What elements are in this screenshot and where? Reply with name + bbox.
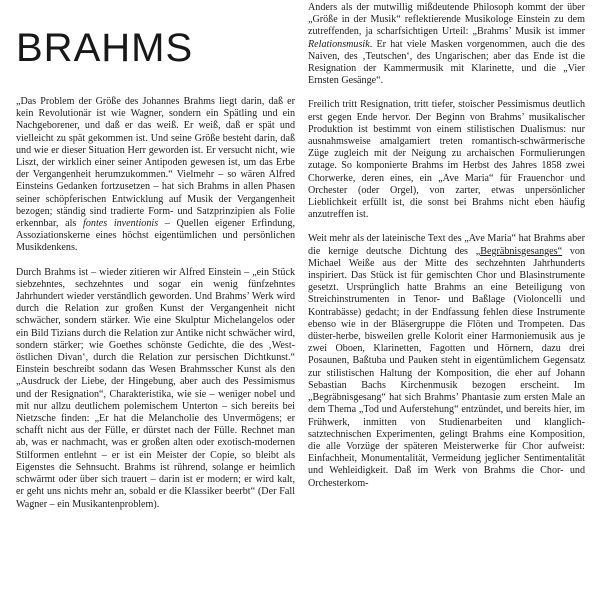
left-column — [16, 0, 295, 511]
paragraph-text: Anders als der mutwillig mißdeutende Philosoph kommt der über „Größe in der Musik“ reflektierende Musikologe Einstein zu dem zutreffenden, ja scharfsichtigen Urteil: „Brahms’ Musik ist immer — [308, 2, 585, 38]
paragraph-einstein-nietzsche: Durch Brahms ist – wieder zitieren wir Alfred Einstein – „ein Stück siebzehntes, sechzehntes und sogar ein wenig fünfzehntes Jahrhundert wieder verständlich geworden. Und Brahms’ Werk wird durch die Relation zur großen Kunst der Vergangenheit nicht schwächer, sondern stärker. Wie eine Skulptur Michelangelos oder ein Bild Tizians durch die Relation zur Antike nicht schwächer wird, sondern stärker; wie Goethes schönste Gedichte, die des ‚West-östlichen Divan‘, durch die Relation zur persischen Dichtkunst.“ Einstein beschreibt sodann das Wesen Brahmsscher Kunst als den „Ausdruck der Liebe, der Hingebung, aber auch des Pessimismus und der Resignation“, Charakteristika, wie sie – weniger nobel und mit nur allzu deutlichem polemischem Unterton – sich bereits bei Nietzsche finden: „Er hat die Melancholie des Unvermögens; er schafft nicht aus der Fülle, er dürstet nach der Fülle. Rechnet man ab, was er nachmacht, was er großen alten oder exotisch-modernen Stilformen entlehnt – er ist ein Meister der Copie, so bleibt als Eigenstes die Sehnsucht. Brahms ist rührend, solange er heimlich schwärmt oder über sich trauert – darin ist er modern; er wird kalt, er geht uns nichts mehr an, sobald er die Klassiker beerbt“ (Der Fall Wagner – ein Musikantenproblem). — [16, 266, 295, 510]
paragraph-text: von Michael Weiße aus der Mitte des sechzehnten Jahrhunderts inspiriert. Das Stück ist für gemischten Chor und Blasinstrumente gesetzt. Ursprünglich hatte Brahms an eine Beteiligung von Streichinstrumenten in Tenor- und Baßlage (Violoncelli und Kontrabässe) gedacht; in der Endfassung fehlen diese Instrumente ebenso wie in der Bläsergruppe die Flöten und Trompeten. Das düster-herbe, bisweilen grelle Kolorit einer Harmoniemusik aus je zwei Oboen, Klarinetten, Fagotten und Hörnern, dazu drei Posaunen, Baßtuba und Pauken steht in eigentümlichem Gegensatz zur stilistischen Haltung der Komposition, die eher auf Johann Sebastian Bachs Kirchenmusik bezogen erscheint. Im „Begräbnisgesang“ hat sich Brahms’ Phantasie zum ersten Male an dem Thema „Tod und Auferstehung“ entzündet, und bereits hier, im Frühwerk, inmitten von Studienarbeiten und klanglich-satztechnischen Experimenten, gelingt Brahms eine Komposition, die alle Vorzüge der späteren Meisterwerke für Chor aufweist: Einfachheit, Monumentalität, Vermeidung jeglicher Sentimentalität und Wehleidigkeit. Daß im Werk von Brahms die Chor- und Orchesterkom- — [308, 245, 585, 489]
underlined-title: „Begräbnisgesanges“ — [475, 245, 563, 257]
paragraph-text: . Er hat viele Masken vorgenommen, auch die des Naiven, des ‚Teutschen‘, des Ungarischen; aber das Ende ist die Resignation der Kammermusik mit Klarinette, und die „Vier Ernsten Gesänge“. — [308, 38, 585, 87]
italic-term: Relationsmusik — [308, 38, 370, 50]
italic-term: fontes inventionis — [83, 218, 159, 230]
paragraph-text: – Quellen eigener Erfindung, Assoziationskerne eines höchst eigentümlichen und persönlichen Musikdenkens. — [16, 218, 295, 254]
paragraph-text: „Das Problem der Größe des Johannes Brahms liegt darin, daß er kein Revolutionär ist wie Wagner, sondern ein Spätling und ein Nachgeborener, und daß er das weiß. Er weiß, daß er spät und vielleicht zu spät gekommen ist. Und seine Größe besteht darin, daß und wie er dieser Situation Herr geworden ist. Er versucht nicht, wie Liszt, der wirklich einer seiner Antipoden gewesen ist, um das Erbe der Vergangenheit herumzukommen.“ Vielmehr – so wären Alfred Einsteins Gedanken fortzusetzen – hat sich Brahms in allen Phasen seiner schöpferischen Entwicklung auf Musik der Vergangenheit bezogen; ständig sind tradierte Form- und Satzprinzipien als Folie erkennbar, als — [16, 96, 295, 230]
paragraph-text: Weit mehr als der lateinische Text des „Ave Maria“ hat Brahms aber die kernige deutsche Dichtung des — [308, 233, 585, 257]
right-column — [308, 0, 585, 490]
paragraph-begraebnisgesang — [308, 233, 585, 489]
title-spacer — [16, 74, 295, 96]
paragraph-relationsmusik — [308, 0, 585, 87]
paragraph-resignation: Freilich tritt Resignation, tritt tiefer, stoischer Pessimismus deutlich erst gegen Ende hervor. Der Beginn von Brahms’ musikalischer Produktion ist bestimmt von einem stilistischen Dualismus: nur ausnahmsweise amalgamiert treten romantisch-schwärmerische Züge zugleich mit der Neigung zu archaischen Formulierungen zutage. So komponierte Brahms im Herbst des Jahres 1858 zwei Chorwerke, deren eines, ein „Ave Maria“ für Frauenchor und Orchester (oder Orgel), von zarter, etwas unpersönlicher Lieblichkeit erfüllt ist, die sonst bei Brahms nicht eben häufig anzutreffen ist. — [308, 99, 585, 221]
paragraph-problem-of-greatness — [16, 96, 295, 255]
page-title: BRAHMS — [16, 26, 194, 70]
